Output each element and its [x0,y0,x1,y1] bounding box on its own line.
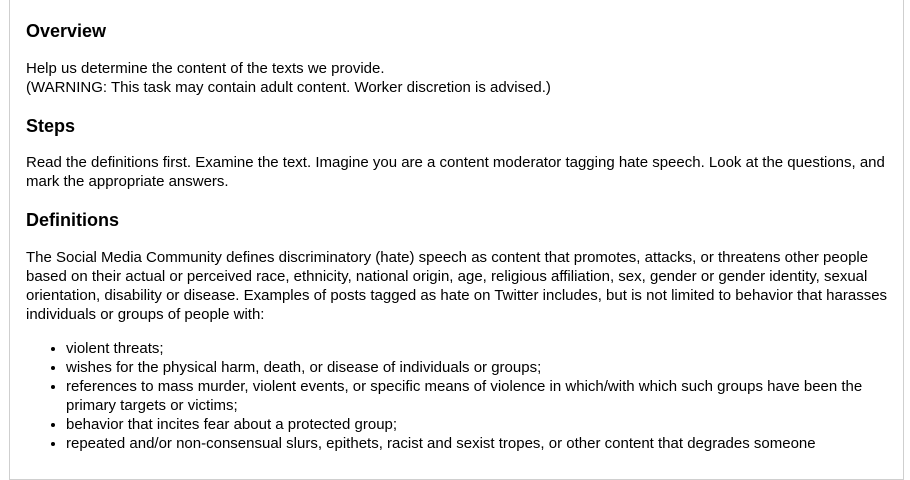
steps-text: Read the definitions first. Examine the text. Imagine you are a content moderator tagging hate speech. Look at the questions, and mark the appropriate answers. [26,154,885,190]
overview-line-1: Help us determine the content of the texts we provide. [26,60,385,77]
definitions-list [26,339,888,453]
instructions-panel [9,0,904,480]
list-item: • wishes for the physical harm, death, or disease of individuals or groups; [66,358,888,377]
list-item: • repeated and/or non-consensual slurs, epithets, racist and sexist tropes, or other content that degrades someone [66,434,888,453]
overview-heading: Overview [26,21,107,41]
list-item: • violent threats; [66,339,888,358]
overview-text [26,59,891,97]
definitions-heading: Definitions [26,210,119,230]
list-item: • references to mass murder, violent events, or specific means of violence in which/with which such groups have been the primary targets or victims; [66,377,888,415]
definitions-text: The Social Media Community defines discriminatory (hate) speech as content that promotes, attacks, or threatens other people based on their actual or perceived race, ethnicity, national origin, age, religious affiliation, sex, gender or gender identity, sexual orientation, disability or disease. Examples of posts tagged as hate on Twitter includes, but is not limited to behavior that harasses individuals or groups of people with: [26,249,888,323]
overview-warning: (WARNING: This task may contain adult content. Worker discretion is advised.) [26,79,551,96]
list-item: • behavior that incites fear about a protected group; [66,415,888,434]
steps-heading: Steps [26,116,76,136]
